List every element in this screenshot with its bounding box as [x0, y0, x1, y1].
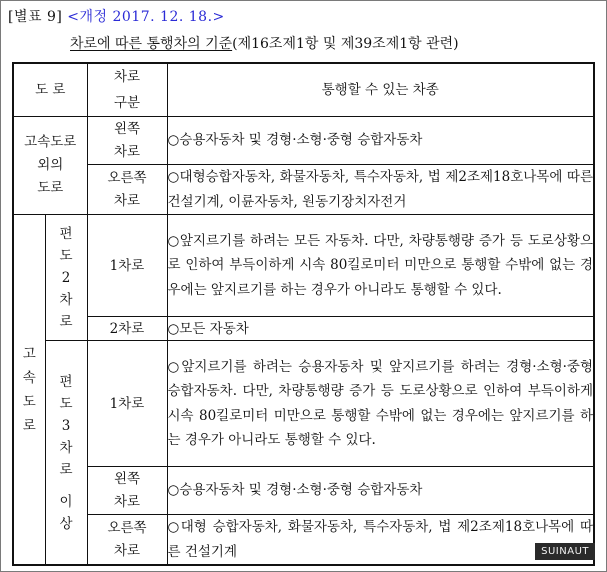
table-row [13, 117, 594, 165]
vehicles-text: ○앞지르기를 하려는 모든 자동차. 다만, 차량통행량 증가 등 도로상황으로 인하여 부득이하게 시속 80킬로미터 미만으로 통행할 수밖에 없는 경우에는 앞지르기를 하는 경우가 아니라도 통행할 수 있다. [167, 215, 594, 317]
table-header-row [13, 63, 594, 117]
lane-rules-table [12, 62, 595, 566]
table-row [13, 165, 594, 215]
title-note: (제16조제1항 및 제39조제1항 관련) [232, 36, 459, 52]
lane-right: 오른쪽 차로 [87, 165, 167, 215]
vehicles-text: ○모든 자동차 [167, 317, 594, 341]
lane-left: 왼쪽 차로 [87, 467, 167, 515]
header-road: 도 로 [13, 63, 87, 117]
header-vehicles: 통행할 수 있는 차종 [167, 63, 594, 117]
three-lane-label: 편 도 3 차 로 이 상 [45, 341, 87, 566]
annex-heading [8, 6, 225, 26]
lane-1: 1차로 [87, 341, 167, 467]
revision-date: <개정 2017. 12. 18.> [67, 9, 225, 25]
vehicles-text: ○대형승합자동차, 화물자동차, 특수자동차, 법 제2조제18호나목에 따른 건설기계, 이륜자동차, 원동기장치자전거 [167, 165, 594, 215]
document-title [70, 33, 459, 53]
lane-right: 오른쪽 차로 [87, 515, 167, 566]
annex-label: [별표 9] [8, 9, 63, 25]
vehicles-text: ○승용자동차 및 경형·소형·중형 승합자동차 [167, 467, 594, 515]
vehicles-text: ○승용자동차 및 경형·소형·중형 승합자동차 [167, 117, 594, 165]
header-lane: 차로 구분 [87, 63, 167, 117]
table-row [13, 341, 594, 467]
vehicles-text: ○대형 승합자동차, 화물자동차, 특수자동차, 법 제2조제18호나목에 따른 건설기계 [167, 515, 594, 566]
title-main: 차로에 따른 통행차의 기준 [70, 36, 233, 52]
lane-2: 2차로 [87, 317, 167, 341]
road-label-expressway: 고 속 도 로 [13, 215, 45, 566]
road-label-non-expressway: 고속도로 외의 도로 [13, 117, 87, 215]
two-lane-label: 편 도 2 차 로 [45, 215, 87, 341]
table-row [13, 515, 594, 566]
lane-left: 왼쪽 차로 [87, 117, 167, 165]
watermark-badge: SUINAUT [535, 543, 595, 560]
lane-1: 1차로 [87, 215, 167, 317]
table-row [13, 317, 594, 341]
vehicles-text: ○앞지르기를 하려는 승용자동차 및 앞지르기를 하려는 경형·소형·중형 승합자동차. 다만, 차량통행량 증가 등 도로상황으로 인하여 부득이하게 시속 80킬로미터 미만으로 통행할 수밖에 없는 경우에는 앞지르기를 하는 경우가 아니라도 통행할 수 있다. [167, 341, 594, 467]
table-row [13, 215, 594, 317]
table-row [13, 467, 594, 515]
